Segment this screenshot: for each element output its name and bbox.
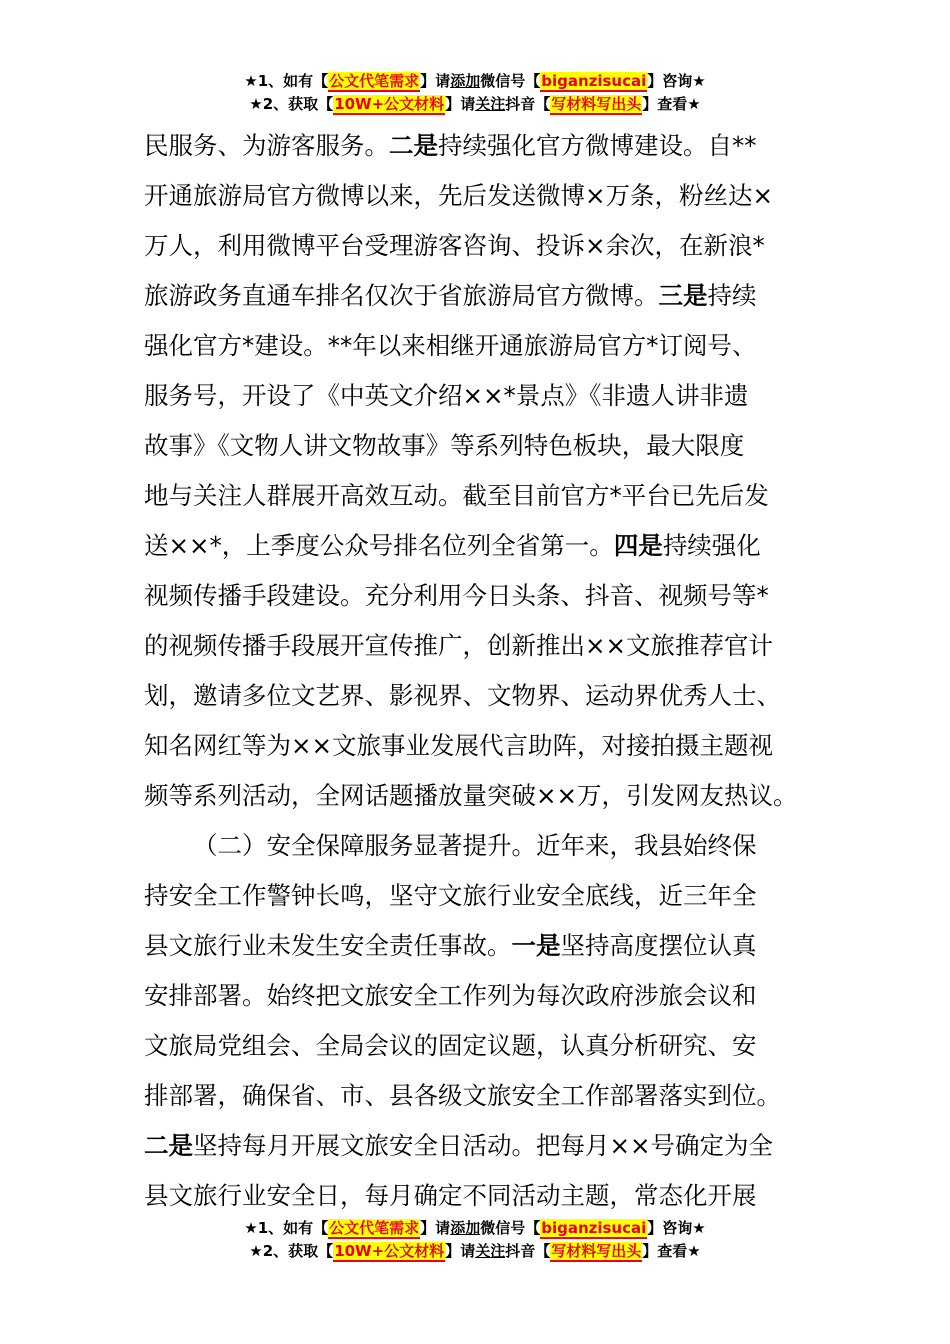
banner-text: 微信号【 <box>480 1219 541 1237</box>
emphasis-marker: 三是 <box>658 281 708 310</box>
body-line <box>144 421 814 471</box>
body-text-segment: 送××*，上季度公众号排名位列全省第一。 <box>144 531 614 560</box>
body-line <box>144 471 814 521</box>
banner-text: 】请 <box>420 72 451 90</box>
banner-underline: 添加 <box>450 72 481 90</box>
body-text-segment: 地与关注人群展开高效互动。截至目前官方*平台已先后发 <box>144 481 769 510</box>
body-text-segment: 坚持高度摆位认真 <box>560 931 757 960</box>
banner-text: 】咨询★ <box>647 72 706 90</box>
body-text-segment: 县文旅行业安全日，每月确定不同活动主题，常态化开展 <box>144 1181 757 1210</box>
body-text-segment: 持续强化 <box>662 531 761 560</box>
banner-line-1 <box>0 70 950 93</box>
banner-highlight: 写材料写出头 <box>551 95 642 113</box>
body-text-segment: 的视频传播手段展开宣传推广，创新推出××文旅推荐官计 <box>144 631 774 660</box>
body-text-segment: 开通旅游局官方微博以来，先后发送微博×万条，粉丝达× <box>144 181 774 210</box>
body-line <box>144 821 814 871</box>
body-text-segment: 县文旅行业未发生安全责任事故。 <box>144 931 512 960</box>
banner-highlight: 写材料写出头 <box>551 1242 642 1260</box>
body-text-segment: 民服务、为游客服务。 <box>144 131 389 160</box>
banner-line-2 <box>0 1240 950 1263</box>
banner-text: ★1、如有【 <box>244 1219 329 1237</box>
body-text-segment: 文旅局党组会、全局会议的固定议题，认真分析研究、安 <box>144 1031 757 1060</box>
body-line <box>144 121 814 171</box>
body-line <box>144 521 814 571</box>
banner-text: 】请 <box>420 1219 451 1237</box>
banner-text: ★1、如有【 <box>244 72 329 90</box>
footer-banner <box>0 1217 950 1263</box>
banner-text: 】查看★ <box>642 95 701 113</box>
banner-text: 】咨询★ <box>647 1219 706 1237</box>
body-text-segment: 频等系列活动，全网话题播放量突破××万，引发网友热议。 <box>144 781 798 810</box>
emphasis-marker: 二是 <box>144 1131 193 1160</box>
body-line <box>144 871 814 921</box>
body-text-segment: 服务号，开设了《中英文介绍××*景点》《非遗人讲非遗 <box>144 381 749 410</box>
body-line <box>144 1071 814 1121</box>
body-line <box>144 571 814 621</box>
banner-text: 】查看★ <box>642 1242 701 1260</box>
body-text-segment: 坚持每月开展文旅安全日活动。把每月××号确定为全 <box>193 1131 774 1160</box>
banner-highlight: biganzisucai <box>541 1219 647 1237</box>
emphasis-marker: 二是 <box>389 131 438 160</box>
body-text-segment: 持安全工作警钟长鸣，坚守文旅行业安全底线，近三年全 <box>144 881 757 910</box>
banner-line-2 <box>0 93 950 116</box>
document-body <box>144 121 814 1221</box>
body-line <box>144 371 814 421</box>
body-line <box>144 721 814 771</box>
banner-text: 】请 <box>445 1242 476 1260</box>
body-line <box>144 621 814 671</box>
body-line <box>144 921 814 971</box>
body-text-segment: 旅游政务直通车排名仅次于省旅游局官方微博。 <box>144 281 659 310</box>
body-line <box>144 1021 814 1071</box>
body-text-segment: 万人，利用微博平台受理游客咨询、投诉×余次，在新浪* <box>144 231 765 260</box>
body-text-segment: 强化官方*建设。**年以来相继开通旅游局官方*订阅号、 <box>144 331 757 360</box>
body-line <box>144 1121 814 1171</box>
banner-text: 】请 <box>445 95 476 113</box>
body-text-segment: 排部署，确保省、市、县各级文旅安全工作部署落实到位。 <box>144 1081 781 1110</box>
body-text-segment: （二）安全保障服务显著提升。近年来，我县始终保 <box>193 831 757 860</box>
body-line <box>144 171 814 221</box>
banner-text: 抖音【 <box>505 1242 551 1260</box>
banner-highlight: biganzisucai <box>541 72 647 90</box>
body-text-segment: 视频传播手段建设。充分利用今日头条、抖音、视频号等* <box>144 581 769 610</box>
body-line <box>144 971 814 1021</box>
banner-underline: 关注 <box>475 1242 506 1260</box>
body-text-segment: 持续 <box>707 281 757 310</box>
body-text-segment: 划，邀请多位文艺界、影视界、文物界、运动界优秀人士、 <box>144 681 781 710</box>
body-text-segment: 持续强化官方微博建设。自** <box>438 131 757 160</box>
banner-highlight: 10W+公文材料 <box>334 95 445 113</box>
banner-underline: 关注 <box>475 95 506 113</box>
emphasis-marker: 一是 <box>511 931 561 960</box>
banner-highlight: 公文代笔需求 <box>329 72 420 90</box>
banner-text: 抖音【 <box>505 95 551 113</box>
header-banner <box>0 70 950 116</box>
body-text-segment: 安排部署。始终把文旅安全工作列为每次政府涉旅会议和 <box>144 981 757 1010</box>
banner-text: ★2、获取【 <box>249 95 334 113</box>
banner-highlight: 10W+公文材料 <box>334 1242 445 1260</box>
body-text-segment: 知名网红等为××文旅事业发展代言助阵，对接拍摄主题视 <box>144 731 774 760</box>
emphasis-marker: 四是 <box>613 531 663 560</box>
body-line <box>144 771 814 821</box>
banner-underline: 添加 <box>450 1219 481 1237</box>
body-line <box>144 271 814 321</box>
banner-line-1 <box>0 1217 950 1240</box>
body-line <box>144 671 814 721</box>
body-line <box>144 321 814 371</box>
body-line <box>144 1171 814 1221</box>
banner-text: 微信号【 <box>480 72 541 90</box>
banner-text: ★2、获取【 <box>249 1242 334 1260</box>
body-text-segment: 故事》《文物人讲文物故事》等系列特色板块，最大限度 <box>144 431 745 460</box>
banner-highlight: 公文代笔需求 <box>329 1219 420 1237</box>
body-line <box>144 221 814 271</box>
